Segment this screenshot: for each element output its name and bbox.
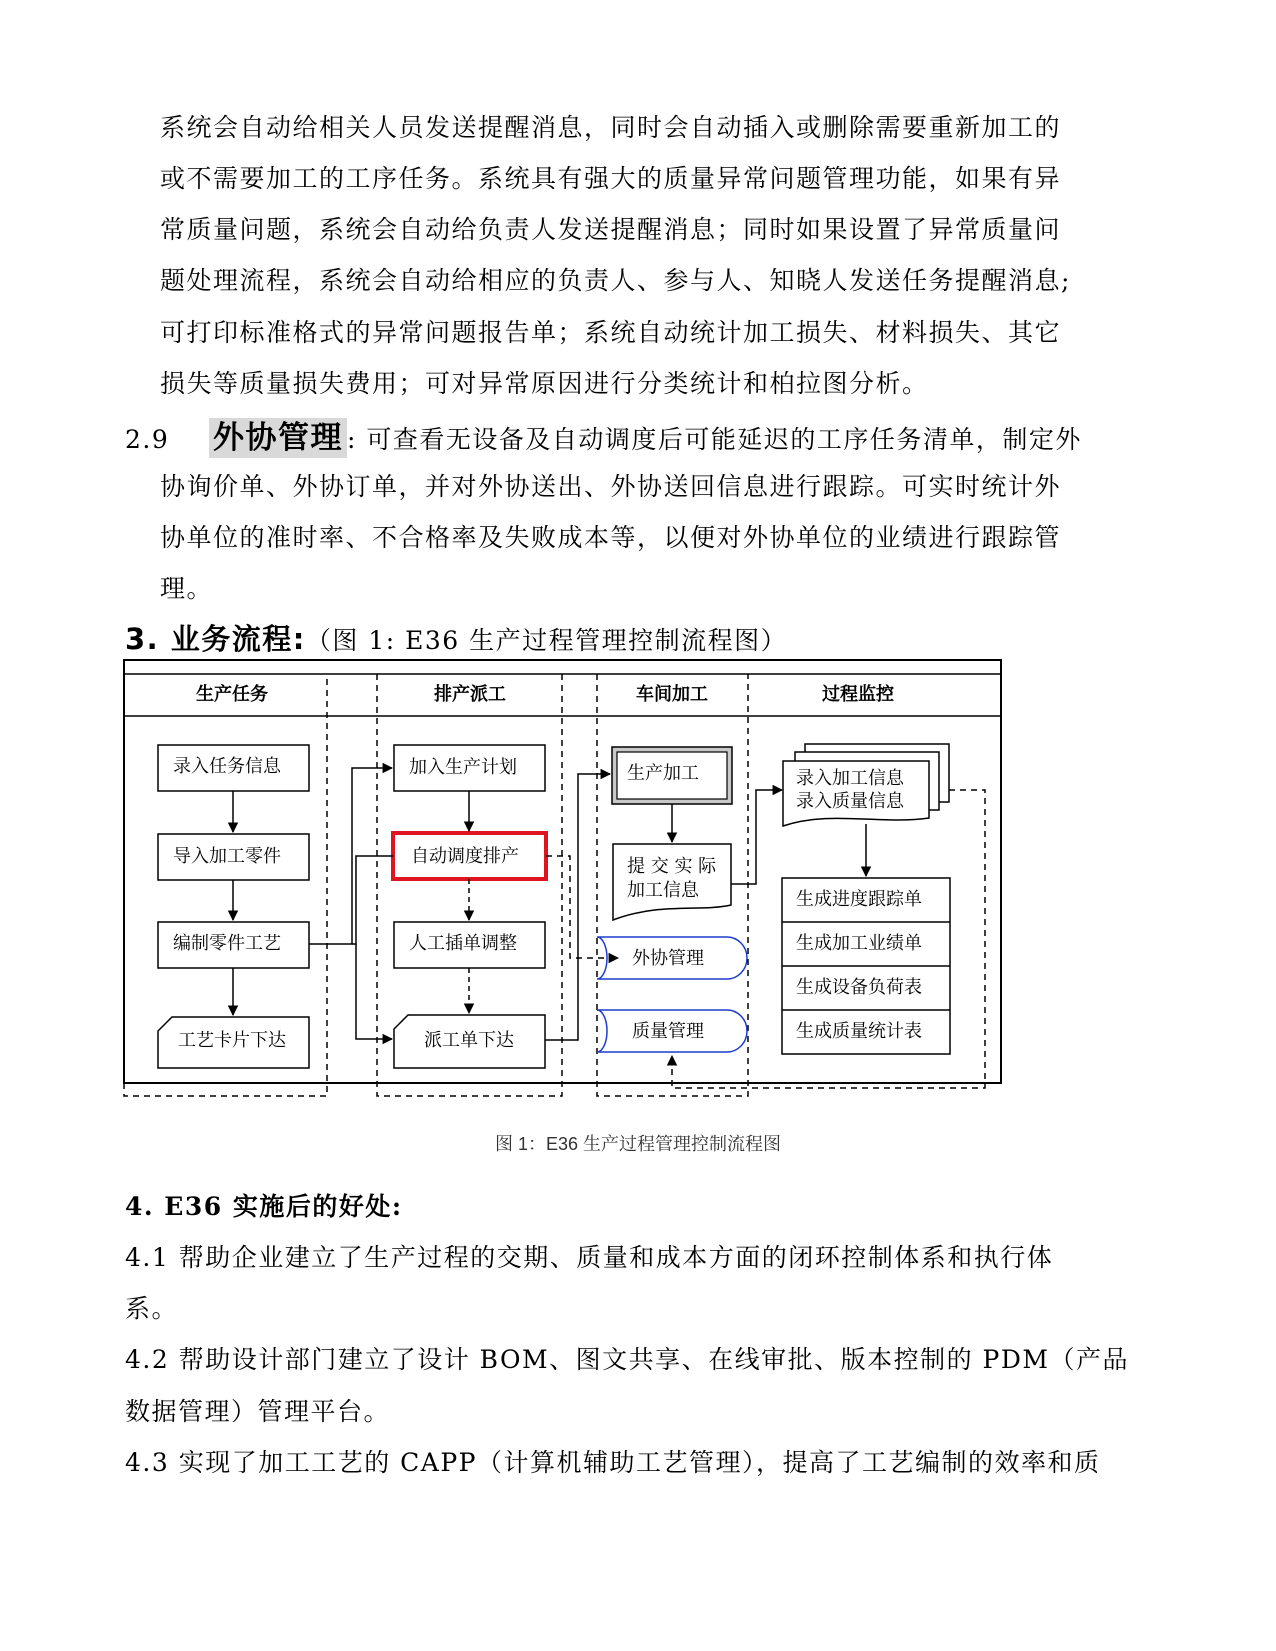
box-output-performance: 生成加工业绩单 <box>796 933 922 954</box>
box-process-card-release-label: 工艺卡片下达 <box>178 1030 286 1051</box>
box-import-parts-label: 导入加工零件 <box>173 846 281 867</box>
intro-line-3: 常质量问题，系统会自动给负责人发送提醒消息；同时如果设置了异常质量问 <box>160 215 1062 244</box>
lane-header-workshop: 车间加工 <box>636 684 708 705</box>
box-enter-line2: 录入质量信息 <box>796 791 904 812</box>
box-add-plan-label: 加入生产计划 <box>409 757 517 778</box>
section-2-9-first-line <box>125 412 1082 457</box>
box-submit-line1: 提 交 实 际 <box>627 856 717 877</box>
box-manual-adjust-label: 人工插单调整 <box>409 933 517 954</box>
lane-header-scheduling: 排产派工 <box>434 684 506 705</box>
box-dispatch-order-label: 派工单下达 <box>424 1030 514 1051</box>
section-4-line-4: 数据管理）管理平台。 <box>125 1397 391 1426</box>
intro-line-5: 可打印标准格式的异常问题报告单；系统自动统计加工损失、材料损失、其它 <box>160 318 1062 347</box>
section-title-highlight: 外协管理 <box>209 418 347 458</box>
section-number: 2.9 <box>125 425 170 454</box>
section-2-9-line-2: 协询价单、外协订单，并对外协送出、外协送回信息进行跟踪。可实时统计外 <box>160 472 1062 501</box>
box-compile-process-label: 编制零件工艺 <box>173 933 281 954</box>
box-output-quality-stats: 生成质量统计表 <box>796 1021 922 1042</box>
section-3-title: 3. 业务流程: <box>125 622 306 656</box>
intro-line-1: 系统会自动给相关人员发送提醒消息，同时会自动插入或删除需要重新加工的 <box>160 113 1062 142</box>
box-production-process-label: 生产加工 <box>627 763 699 784</box>
intro-line-4: 题处理流程，系统会自动给相应的负责人、参与人、知晓人发送任务提醒消息; <box>160 266 1071 295</box>
flowchart-diagram <box>0 650 1276 1110</box>
box-output-progress: 生成进度跟踪单 <box>796 889 922 910</box>
intro-line-6: 损失等质量损失费用；可对异常原因进行分类统计和柏拉图分析。 <box>160 369 929 398</box>
section-2-9-line-3: 协单位的准时率、不合格率及失败成本等，以便对外协单位的业绩进行跟踪管 <box>160 523 1062 552</box>
section-4-line-1: 4.1 帮助企业建立了生产过程的交期、质量和成本方面的闭环控制体系和执行体 <box>125 1243 1054 1272</box>
section-4-line-3: 4.2 帮助设计部门建立了设计 BOM、图文共享、在线审批、版本控制的 PDM（产品 <box>125 1345 1129 1374</box>
section-4-line-2: 系。 <box>125 1294 179 1323</box>
box-outsourcing-label: 外协管理 <box>632 948 704 969</box>
box-submit-line2: 加工信息 <box>627 880 699 901</box>
lane-header-production-task: 生产任务 <box>196 684 268 705</box>
box-enter-task-info-label: 录入任务信息 <box>173 756 281 777</box>
box-enter-line1: 录入加工信息 <box>796 768 904 789</box>
section-4-heading: 4. E36 实施后的好处: <box>125 1192 403 1221</box>
section-4-line-5: 4.3 实现了加工工艺的 CAPP（计算机辅助工艺管理），提高了工艺编制的效率和质 <box>125 1448 1101 1477</box>
box-quality-label: 质量管理 <box>632 1021 704 1042</box>
section-3-subtitle: （图 1: E36 生产过程管理控制流程图） <box>305 626 788 655</box>
box-output-equipment-load: 生成设备负荷表 <box>796 977 922 998</box>
lane-header-monitoring: 过程监控 <box>822 684 894 705</box>
box-auto-schedule-label: 自动调度排产 <box>411 846 519 867</box>
section-2-9-text: : 可查看无设备及自动调度后可能延迟的工序任务清单，制定外 <box>347 425 1082 454</box>
figure-caption: 图 1：E36 生产过程管理控制流程图 <box>494 1134 782 1154</box>
intro-line-2: 或不需要加工的工序任务。系统具有强大的质量异常问题管理功能，如果有异 <box>160 164 1062 193</box>
section-2-9-line-4: 理。 <box>160 574 214 603</box>
